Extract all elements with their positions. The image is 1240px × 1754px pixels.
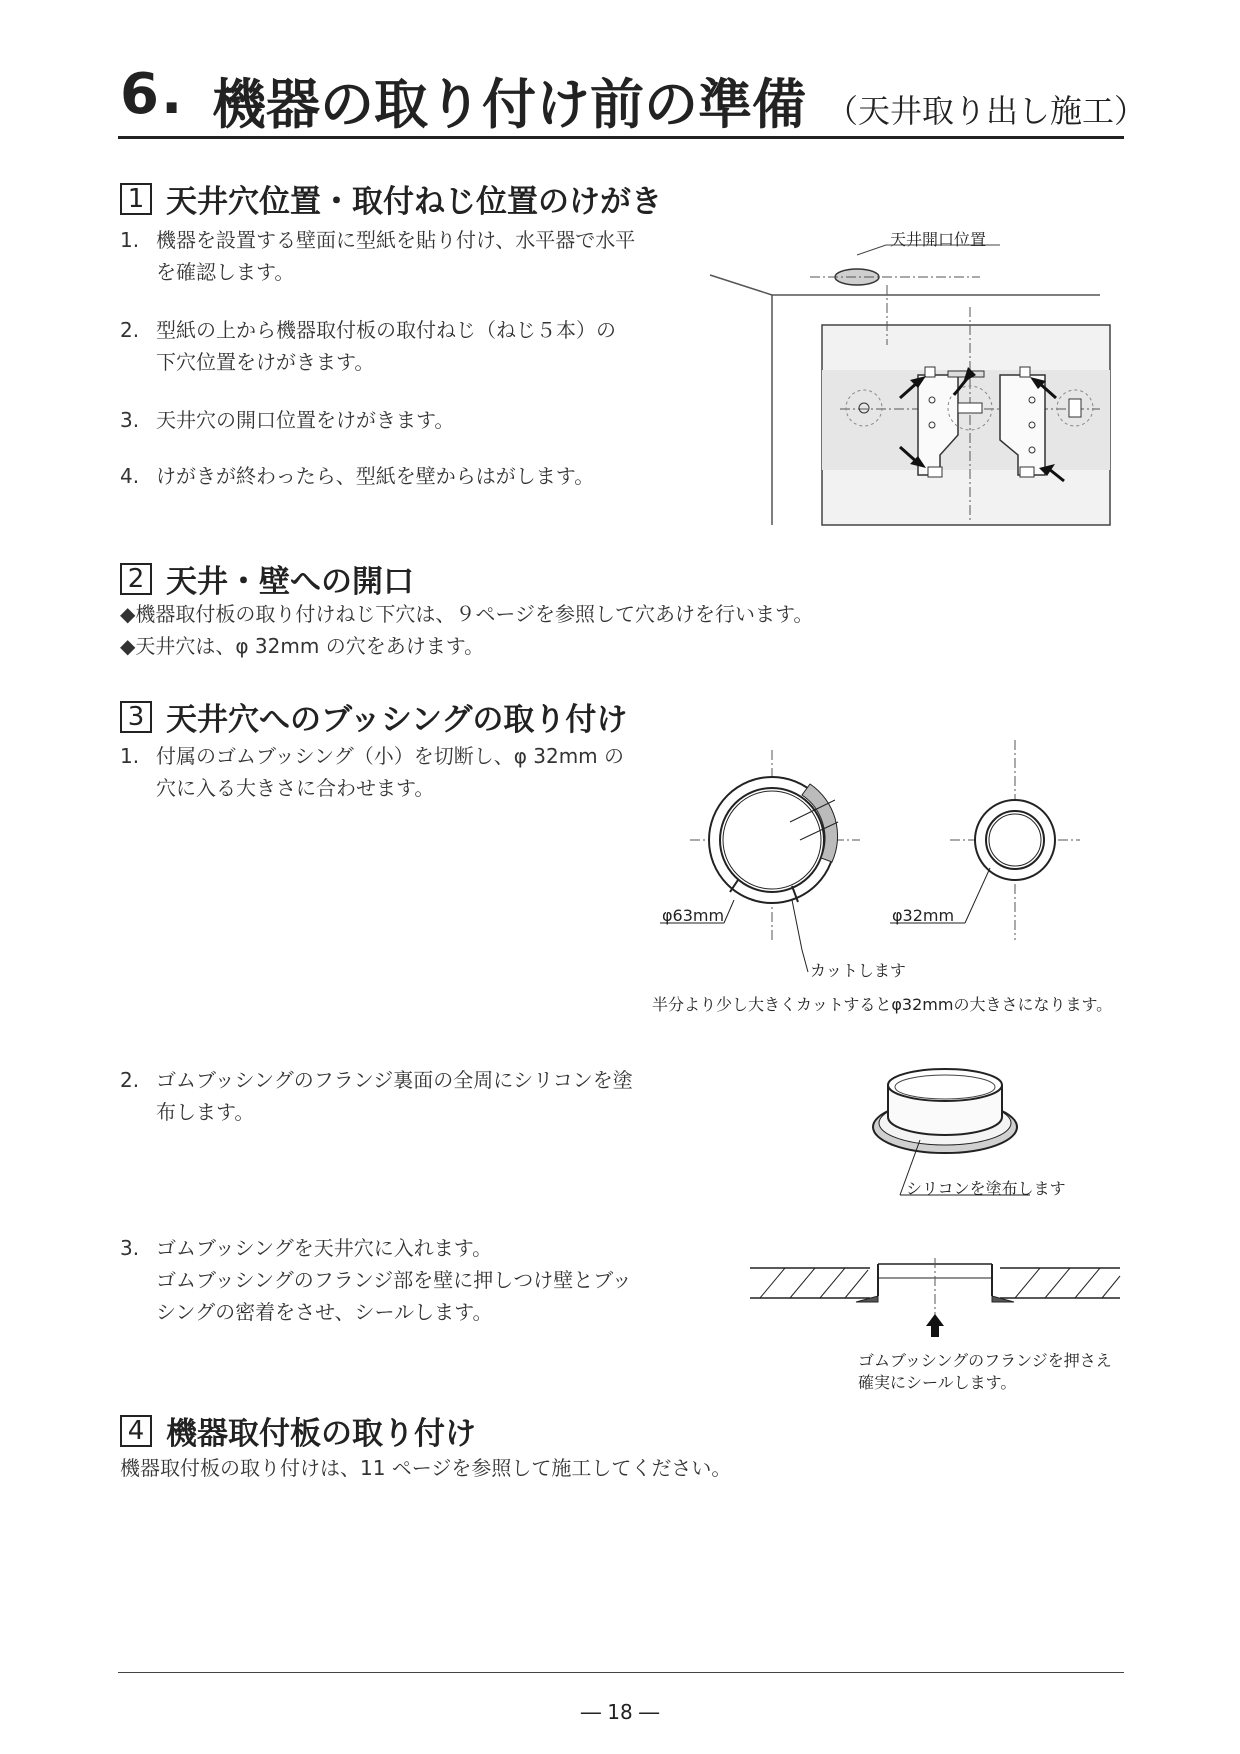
- step-text: 布します。: [156, 1100, 255, 1124]
- seal-label-line: 確実にシールします。: [858, 1373, 1017, 1392]
- footer-rule: [118, 1672, 1124, 1673]
- step-number: 1.: [120, 228, 140, 252]
- bullet-item: ◆機器取付板の取り付けねじ下穴は、９ページを参照して穴あけを行います。: [120, 602, 814, 626]
- step-text: 型紙の上から機器取付板の取付ねじ（ねじ５本）の: [156, 318, 616, 342]
- step-item: [120, 404, 454, 436]
- seal-label-line: ゴムブッシングのフランジを押さえ: [858, 1351, 1112, 1370]
- seal-label: [858, 1350, 1112, 1394]
- step-text: 天井穴の開口位置をけがきます。: [156, 408, 455, 432]
- step-number: 2.: [120, 318, 140, 342]
- step-text: 機器を設置する壁面に型紙を貼り付け、水平器で水平: [156, 228, 636, 252]
- section-title: 機器取付板の取り付け: [166, 1416, 476, 1452]
- page-number: ― 18 ―: [580, 1700, 660, 1724]
- section-title: 天井・壁への開口: [166, 564, 414, 600]
- section-number-box: 4: [120, 1415, 152, 1447]
- section-number-box: 2: [120, 563, 152, 595]
- section-title: 天井穴位置・取付ねじ位置のけがき: [166, 184, 662, 220]
- step-item: [120, 224, 635, 288]
- step-number: 4.: [120, 464, 140, 488]
- step-item: [120, 314, 616, 378]
- step-text: ゴムブッシングのフランジ裏面の全周にシリコンを塗: [156, 1068, 633, 1092]
- cut-label: カットします: [810, 961, 906, 980]
- ceiling-opening-label: 天井開口位置: [890, 230, 987, 249]
- section-number-box: 1: [120, 183, 152, 215]
- step-item: [120, 1232, 632, 1328]
- step-text: ゴムブッシングを天井穴に入れます。: [156, 1236, 493, 1260]
- step-text: 穴に入る大きさに合わせます。: [156, 776, 435, 800]
- silicone-label: シリコンを塗布します: [906, 1179, 1066, 1198]
- small-diameter-label: φ32mm: [892, 906, 955, 925]
- step-item: [120, 1064, 633, 1128]
- bushing-install-diagram: [750, 1258, 1120, 1338]
- step-text: シングの密着をさせ、シールします。: [156, 1300, 493, 1324]
- section-4-text: 機器取付板の取り付けは、11 ページを参照して施工してください。: [120, 1456, 732, 1480]
- step-text: 付属のゴムブッシング（小）を切断し、φ 32mm の: [156, 744, 625, 768]
- bullet-item: ◆天井穴は、φ 32mm の穴をあけます。: [120, 634, 485, 658]
- step-text: を確認します。: [156, 260, 295, 284]
- large-diameter-label: φ63mm: [662, 906, 725, 925]
- section-4-heading: [120, 1408, 476, 1453]
- template-diagram: [700, 225, 1120, 535]
- cut-caption: 半分より少し大きくカットするとφ32mmの大きさになります。: [652, 995, 1113, 1014]
- title-rule: [118, 136, 1124, 139]
- step-item: [120, 740, 624, 804]
- step-text: ゴムブッシングのフランジ部を壁に押しつけ壁とブッ: [156, 1268, 632, 1292]
- chapter-number: 6.: [120, 62, 185, 127]
- section-3-heading: [120, 694, 627, 739]
- bushing-cut-diagram: [660, 740, 1120, 980]
- step-number: 1.: [120, 744, 140, 768]
- section-number-box: 3: [120, 701, 152, 733]
- step-number: 3.: [120, 408, 140, 432]
- step-number: 2.: [120, 1068, 140, 1092]
- step-item: [120, 460, 594, 492]
- section-1-heading: [120, 176, 662, 221]
- step-text: けがきが終わったら、型紙を壁からはがします。: [156, 464, 595, 488]
- page-title: 機器の取り付け前の準備: [212, 73, 806, 136]
- section-title: 天井穴へのブッシングの取り付け: [166, 702, 628, 738]
- step-number: 3.: [120, 1236, 140, 1260]
- page-subtitle: （天井取り出し施工）: [826, 92, 1147, 130]
- section-2-heading: [120, 556, 414, 601]
- step-text: 下穴位置をけがきます。: [156, 350, 375, 374]
